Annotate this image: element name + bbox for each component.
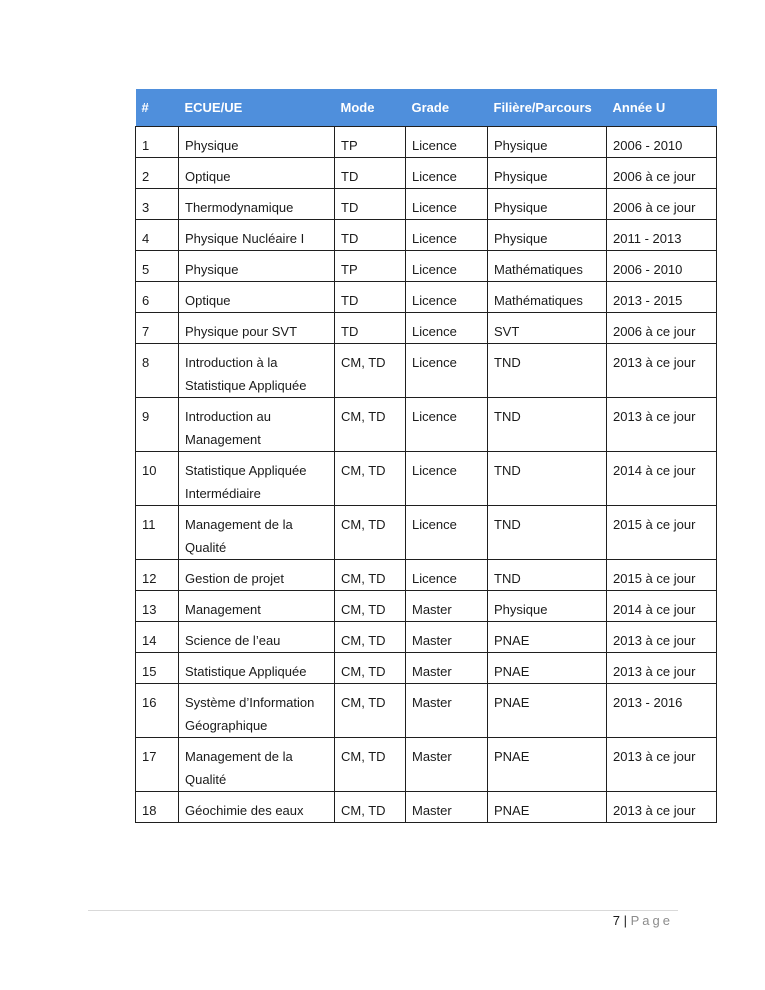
header-annee-u: Année U (607, 89, 717, 127)
cell-mode: TP (335, 251, 406, 282)
table-row (136, 452, 717, 506)
cell-filiere: Mathématiques (488, 282, 607, 313)
cell-ecue-ue: Science de l’eau (179, 622, 335, 653)
cell-grade: Master (406, 591, 488, 622)
cell-ecue-ue: Physique pour SVT (179, 313, 335, 344)
cell-number: 16 (136, 684, 179, 738)
cell-annee: 2013 - 2016 (607, 684, 717, 738)
table-row (136, 344, 717, 398)
cell-mode: TD (335, 158, 406, 189)
table-row (136, 792, 717, 823)
cell-filiere: PNAE (488, 738, 607, 792)
cell-ecue-ue: Introduction au Management (179, 398, 335, 452)
cell-grade: Licence (406, 282, 488, 313)
cell-number: 18 (136, 792, 179, 823)
table-row (136, 158, 717, 189)
cell-grade: Master (406, 653, 488, 684)
cell-grade: Master (406, 738, 488, 792)
cell-filiere: TND (488, 452, 607, 506)
cell-filiere: PNAE (488, 792, 607, 823)
cell-ecue-ue: Management de la Qualité (179, 738, 335, 792)
cell-annee: 2013 à ce jour (607, 344, 717, 398)
cell-mode: CM, TD (335, 653, 406, 684)
cell-ecue-ue: Introduction à la Statistique Appliquée (179, 344, 335, 398)
cell-annee: 2013 à ce jour (607, 792, 717, 823)
cell-grade: Master (406, 792, 488, 823)
page-label: Page (630, 913, 673, 928)
cell-grade: Licence (406, 220, 488, 251)
cell-filiere: Physique (488, 591, 607, 622)
table-row (136, 622, 717, 653)
cell-number: 14 (136, 622, 179, 653)
page-footer (613, 913, 673, 928)
cell-ecue-ue: Physique (179, 127, 335, 158)
header-mode: Mode (335, 89, 406, 127)
cell-filiere: Physique (488, 158, 607, 189)
cell-annee: 2013 à ce jour (607, 398, 717, 452)
cell-number: 3 (136, 189, 179, 220)
cell-number: 11 (136, 506, 179, 560)
cell-grade: Master (406, 684, 488, 738)
table-row (136, 313, 717, 344)
table-row (136, 127, 717, 158)
cell-annee: 2006 à ce jour (607, 313, 717, 344)
table-body (136, 127, 717, 823)
cell-grade: Licence (406, 127, 488, 158)
cell-mode: CM, TD (335, 622, 406, 653)
cell-number: 1 (136, 127, 179, 158)
header-number: # (136, 89, 179, 127)
cell-annee: 2006 à ce jour (607, 189, 717, 220)
cell-ecue-ue: Géochimie des eaux (179, 792, 335, 823)
cell-mode: CM, TD (335, 560, 406, 591)
cell-filiere: TND (488, 398, 607, 452)
cell-number: 4 (136, 220, 179, 251)
cell-filiere: TND (488, 344, 607, 398)
cell-annee: 2006 - 2010 (607, 127, 717, 158)
cell-annee: 2013 à ce jour (607, 653, 717, 684)
cell-grade: Licence (406, 506, 488, 560)
table-row (136, 398, 717, 452)
cell-mode: TD (335, 313, 406, 344)
cell-annee: 2006 - 2010 (607, 251, 717, 282)
table-row (136, 591, 717, 622)
cell-mode: CM, TD (335, 344, 406, 398)
cell-ecue-ue: Gestion de projet (179, 560, 335, 591)
cell-mode: CM, TD (335, 591, 406, 622)
cell-number: 13 (136, 591, 179, 622)
cell-number: 7 (136, 313, 179, 344)
cell-mode: CM, TD (335, 792, 406, 823)
cell-filiere: Physique (488, 220, 607, 251)
cell-mode: TP (335, 127, 406, 158)
cell-ecue-ue: Statistique Appliquée Intermédiaire (179, 452, 335, 506)
table-row (136, 560, 717, 591)
cell-grade: Licence (406, 344, 488, 398)
header-grade: Grade (406, 89, 488, 127)
cell-mode: CM, TD (335, 452, 406, 506)
cell-annee: 2013 à ce jour (607, 622, 717, 653)
cell-ecue-ue: Thermodynamique (179, 189, 335, 220)
cell-ecue-ue: Management (179, 591, 335, 622)
page-number: 7 (612, 913, 620, 928)
cell-annee: 2013 - 2015 (607, 282, 717, 313)
cell-annee: 2011 - 2013 (607, 220, 717, 251)
cell-mode: TD (335, 282, 406, 313)
cell-grade: Licence (406, 452, 488, 506)
cell-mode: CM, TD (335, 506, 406, 560)
cell-number: 15 (136, 653, 179, 684)
table-row (136, 684, 717, 738)
cell-ecue-ue: Statistique Appliquée (179, 653, 335, 684)
cell-filiere: PNAE (488, 653, 607, 684)
table-row (136, 189, 717, 220)
table-row (136, 282, 717, 313)
cell-number: 12 (136, 560, 179, 591)
cell-ecue-ue: Optique (179, 282, 335, 313)
cell-filiere: Mathématiques (488, 251, 607, 282)
cell-ecue-ue: Physique Nucléaire I (179, 220, 335, 251)
table-row (136, 251, 717, 282)
cell-filiere: Physique (488, 189, 607, 220)
cell-mode: CM, TD (335, 398, 406, 452)
cell-filiere: TND (488, 506, 607, 560)
cell-mode: TD (335, 220, 406, 251)
cell-number: 9 (136, 398, 179, 452)
cell-grade: Licence (406, 251, 488, 282)
table-row (136, 653, 717, 684)
cell-grade: Licence (406, 158, 488, 189)
cell-annee: 2014 à ce jour (607, 591, 717, 622)
cell-grade: Licence (406, 313, 488, 344)
table-row (136, 506, 717, 560)
cell-number: 8 (136, 344, 179, 398)
courses-table (135, 89, 717, 823)
cell-number: 10 (136, 452, 179, 506)
cell-mode: CM, TD (335, 738, 406, 792)
cell-annee: 2015 à ce jour (607, 560, 717, 591)
cell-annee: 2013 à ce jour (607, 738, 717, 792)
cell-filiere: PNAE (488, 684, 607, 738)
cell-grade: Licence (406, 398, 488, 452)
cell-number: 5 (136, 251, 179, 282)
table-row (136, 220, 717, 251)
cell-filiere: SVT (488, 313, 607, 344)
cell-ecue-ue: Optique (179, 158, 335, 189)
header-ecue-ue: ECUE/UE (179, 89, 335, 127)
cell-grade: Licence (406, 189, 488, 220)
cell-grade: Master (406, 622, 488, 653)
cell-number: 17 (136, 738, 179, 792)
table-row (136, 738, 717, 792)
cell-mode: CM, TD (335, 684, 406, 738)
cell-filiere: PNAE (488, 622, 607, 653)
footer-divider (88, 910, 678, 911)
cell-grade: Licence (406, 560, 488, 591)
cell-annee: 2014 à ce jour (607, 452, 717, 506)
cell-ecue-ue: Physique (179, 251, 335, 282)
header-filiere-parcours: Filière/Parcours (488, 89, 607, 127)
cell-filiere: Physique (488, 127, 607, 158)
cell-filiere: TND (488, 560, 607, 591)
page-separator: | (623, 913, 627, 928)
cell-ecue-ue: Management de la Qualité (179, 506, 335, 560)
cell-ecue-ue: Système d’Information Géographique (179, 684, 335, 738)
cell-mode: TD (335, 189, 406, 220)
table-header-row (136, 89, 717, 127)
cell-number: 2 (136, 158, 179, 189)
cell-annee: 2006 à ce jour (607, 158, 717, 189)
cell-annee: 2015 à ce jour (607, 506, 717, 560)
cell-number: 6 (136, 282, 179, 313)
